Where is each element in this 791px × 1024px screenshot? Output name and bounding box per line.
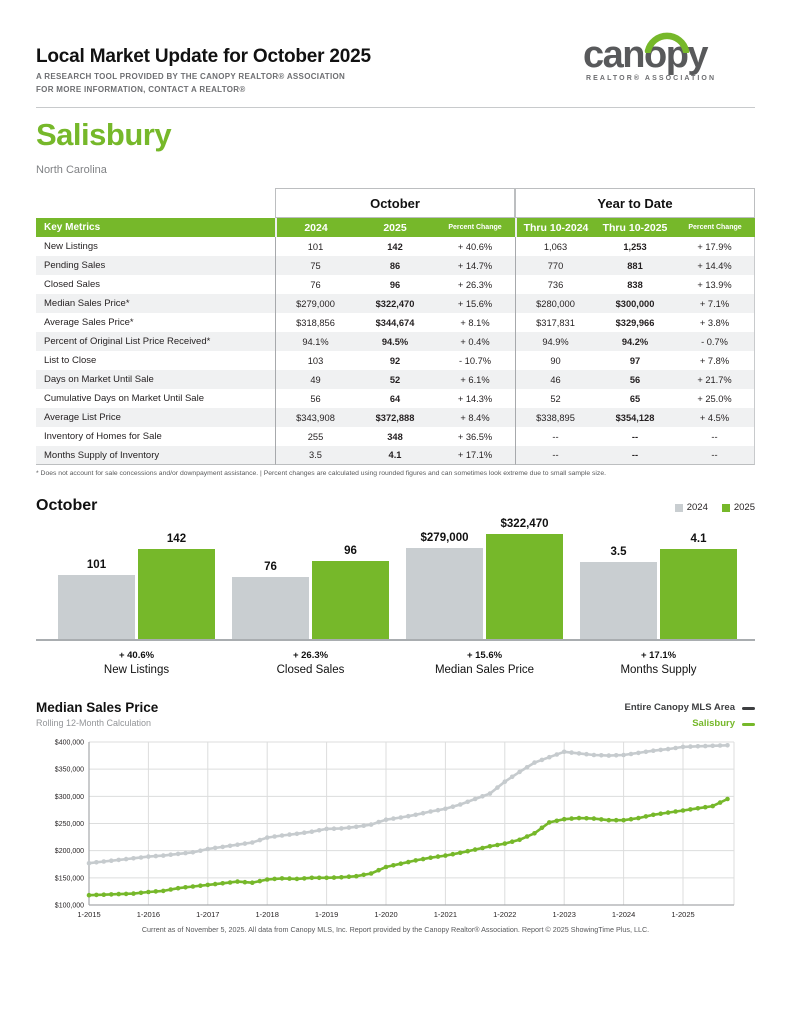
legend-dash-canopy-mls	[742, 707, 755, 710]
svg-text:1-2025: 1-2025	[671, 910, 695, 919]
bar-2025	[486, 534, 563, 639]
bar-group	[580, 533, 737, 639]
bar-group	[406, 518, 563, 639]
metric-value: --	[675, 446, 755, 465]
bar-value-label: $322,470	[500, 518, 549, 530]
metric-value: 3.5	[275, 446, 355, 465]
metric-value: 94.1%	[275, 332, 355, 351]
svg-text:1-2023: 1-2023	[552, 910, 576, 919]
metric-value: 94.9%	[515, 332, 595, 351]
metric-value: 94.5%	[355, 332, 435, 351]
metric-value: 94.2%	[595, 332, 675, 351]
location-name: Salisbury	[36, 117, 172, 152]
metric-name: Pending Sales	[36, 256, 275, 275]
col-header-thru-10-2024: Thru 10-2024	[515, 218, 595, 237]
svg-text:1-2020: 1-2020	[374, 910, 398, 919]
bar-percent-change: + 26.3%	[292, 650, 329, 661]
svg-text:1-2018: 1-2018	[255, 910, 279, 919]
table-row	[36, 313, 755, 332]
metric-name: Inventory of Homes for Sale	[44, 431, 162, 442]
bar-2025	[312, 561, 389, 639]
bar-group-name: Months Supply	[620, 664, 697, 676]
metric-value: 52	[355, 370, 435, 389]
metric-value: + 13.9%	[675, 275, 755, 294]
metric-value: 838	[627, 279, 643, 290]
october-group-header: October	[275, 188, 515, 218]
metric-name: Days on Market Until Sale	[36, 370, 275, 389]
metric-value: $300,000	[595, 294, 675, 313]
bar-chart-plot	[36, 519, 755, 641]
svg-text:1-2016: 1-2016	[136, 910, 161, 919]
bar-group	[232, 545, 389, 639]
metric-value: + 21.7%	[675, 370, 755, 389]
bar-2024	[580, 562, 657, 639]
bar-chart-labels	[36, 650, 755, 676]
table-row	[36, 370, 755, 389]
report-footer: Current as of November 5, 2025. All data from Canopy MLS, Inc. Report provided by the Canopy Realtor® Association. Report © 2025 ShowingTime Plus, LLC.	[141, 925, 650, 934]
line-chart-legend	[624, 700, 755, 732]
metric-value: 103	[275, 351, 355, 370]
canopy-logo	[583, 36, 753, 82]
bar-percent-change: + 15.6%	[466, 650, 503, 661]
metric-value: $338,895	[515, 408, 595, 427]
line-chart-canvas	[36, 734, 755, 924]
metric-name: Months Supply of Inventory	[36, 446, 275, 465]
metric-value: + 25.0%	[675, 389, 755, 408]
metric-name: New Listings	[44, 241, 98, 252]
metric-value: 86	[355, 256, 435, 275]
metric-value: 348	[387, 431, 403, 442]
metric-name: Closed Sales	[44, 279, 100, 290]
table-row	[36, 446, 755, 465]
metric-value: 101	[275, 237, 355, 256]
bar-group	[58, 533, 215, 639]
metric-value: 1,063	[515, 237, 595, 256]
metric-value: --	[675, 427, 755, 446]
metric-value: + 4.5%	[675, 408, 755, 427]
bar-group-caption	[58, 650, 215, 676]
bar-column	[486, 518, 563, 639]
bar-column	[138, 533, 215, 639]
svg-text:1-2019: 1-2019	[314, 910, 339, 919]
bar-chart-title: October	[36, 497, 98, 514]
metric-value: + 3.8%	[675, 313, 755, 332]
bar-group-name: New Listings	[103, 664, 170, 676]
metric-value: 1,253	[623, 241, 647, 252]
metric-value: $354,128	[595, 408, 675, 427]
header-subtitle-line1: A RESEARCH TOOL PROVIDED BY THE CANOPY REALTOR® ASSOCIATION	[36, 72, 346, 81]
median-sales-price-chart-section	[36, 700, 755, 934]
legend-label-2024: 2024	[686, 502, 708, 513]
bar-column	[312, 545, 389, 639]
bar-column	[660, 533, 737, 639]
metric-value: 96	[389, 279, 401, 290]
svg-text:$250,000: $250,000	[54, 821, 84, 828]
key-metrics-label: Key Metrics	[36, 218, 275, 237]
line-chart-subtitle: Rolling 12-Month Calculation	[36, 718, 152, 728]
metric-value: 255	[275, 427, 355, 446]
metric-value: $317,831	[515, 313, 595, 332]
metric-value: 49	[275, 370, 355, 389]
table-row	[36, 256, 755, 275]
page-title: Local Market Update for October 2025	[36, 46, 371, 67]
canopy-logo-wordmark: canopy	[583, 34, 708, 76]
metric-value: + 6.1%	[435, 370, 515, 389]
metric-value: + 7.8%	[675, 351, 755, 370]
metric-name: Median Sales Price*	[36, 294, 275, 313]
metric-value: 736	[515, 275, 595, 294]
col-header-2024: 2024	[275, 218, 355, 237]
metric-value: + 14.4%	[675, 256, 755, 275]
metric-value: 4.1	[355, 446, 435, 465]
bar-2024	[232, 577, 309, 639]
svg-text:1-2015: 1-2015	[77, 910, 101, 919]
bar-2024	[58, 575, 135, 639]
metric-value: --	[515, 446, 595, 465]
svg-text:$300,000: $300,000	[54, 793, 84, 801]
report-header	[36, 34, 755, 108]
line-chart-title: Median Sales Price	[36, 700, 159, 715]
bar-2025	[660, 549, 737, 639]
metric-value: $318,856	[275, 313, 355, 332]
bar-column	[232, 561, 309, 639]
key-metrics-table	[36, 188, 755, 465]
metric-value: + 17.9%	[675, 237, 755, 256]
table-row	[36, 332, 755, 351]
metric-value: $372,888	[355, 408, 435, 427]
bar-percent-change: + 40.6%	[118, 650, 155, 661]
metric-value: $279,000	[275, 294, 355, 313]
header-divider	[36, 107, 755, 108]
svg-text:1-2017: 1-2017	[196, 910, 220, 919]
table-corner-cell	[36, 188, 275, 218]
table-row	[36, 389, 755, 408]
svg-text:1-2022: 1-2022	[493, 910, 517, 919]
bar-group-name: Median Sales Price	[434, 664, 535, 676]
bar-column	[580, 546, 657, 639]
metric-value: + 36.5%	[457, 431, 493, 442]
metric-value: + 7.1%	[675, 294, 755, 313]
metric-value: + 17.1%	[435, 446, 515, 465]
legend-label-2025: 2025	[733, 502, 755, 513]
legend-label-salisbury: Salisbury	[692, 718, 735, 729]
metric-value: 76	[275, 275, 355, 294]
metric-value: $344,674	[375, 317, 415, 328]
table-footnote: * Does not account for sale concessions and/or downpayment assistance. | Percent changes are calculated using rounded figures and can sometimes look extreme due to small sample size.	[36, 470, 606, 477]
metric-value: + 0.4%	[435, 332, 515, 351]
legend-swatch-2025	[722, 504, 730, 512]
table-row	[36, 275, 755, 294]
bar-group-caption	[406, 650, 563, 676]
metric-value: 52	[515, 389, 595, 408]
canopy-logo-tagline: REALTOR® ASSOCIATION	[586, 75, 717, 82]
metric-value: $329,966	[615, 317, 655, 328]
metric-value: 90	[515, 351, 595, 370]
bar-column	[406, 532, 483, 639]
metric-value: 56	[275, 389, 355, 408]
metric-value: + 40.6%	[457, 241, 493, 252]
metric-value: $322,470	[355, 294, 435, 313]
svg-text:$400,000: $400,000	[54, 739, 84, 747]
metric-value: + 26.3%	[457, 279, 493, 290]
bar-group-caption	[580, 650, 737, 676]
metric-value: - 10.7%	[458, 355, 492, 366]
svg-text:$350,000: $350,000	[54, 766, 84, 774]
table-row	[36, 237, 755, 256]
col-header-percent-change-october: Percent Change	[435, 218, 515, 237]
col-header-2025: 2025	[355, 218, 435, 237]
legend-dash-salisbury	[742, 723, 755, 726]
metric-value: $343,908	[275, 408, 355, 427]
bar-2025	[138, 549, 215, 639]
metric-value: + 8.4%	[435, 408, 515, 427]
bar-column	[58, 559, 135, 639]
metric-value: - 0.7%	[675, 332, 755, 351]
bar-group-name: Closed Sales	[276, 664, 345, 676]
metric-name: Average List Price	[36, 408, 275, 427]
svg-text:1-2021: 1-2021	[433, 910, 458, 919]
bar-value-label: 142	[166, 533, 187, 545]
metric-value: + 14.7%	[435, 256, 515, 275]
metrics-table-body	[36, 237, 755, 465]
col-header-percent-change-ytd: Percent Change	[675, 218, 755, 237]
legend-swatch-2024	[675, 504, 683, 512]
bar-value-label: 4.1	[690, 533, 707, 545]
metric-value: 142	[387, 241, 403, 252]
metric-value: $280,000	[515, 294, 595, 313]
metric-value: 64	[389, 393, 401, 404]
table-group-header-row	[36, 188, 755, 218]
metric-value: --	[631, 431, 639, 442]
metric-value: 65	[629, 393, 641, 404]
bar-value-label: $279,000	[420, 532, 469, 544]
metric-value: + 14.3%	[457, 393, 493, 404]
metric-name: Average Sales Price*	[44, 317, 134, 328]
metric-value: --	[595, 446, 675, 465]
october-bar-chart-section	[36, 497, 755, 676]
col-header-thru-10-2025: Thru 10-2025	[595, 218, 675, 237]
location-state: North Carolina	[36, 164, 107, 176]
metric-name: List to Close	[44, 355, 97, 366]
svg-text:$100,000: $100,000	[54, 902, 84, 910]
metric-value: 770	[515, 256, 595, 275]
bar-2024	[406, 548, 483, 639]
bar-value-label: 3.5	[610, 546, 627, 558]
table-row	[36, 294, 755, 313]
bar-chart-legend	[675, 502, 755, 515]
canopy-arc-icon	[643, 27, 691, 53]
metric-value: 75	[275, 256, 355, 275]
metric-name: Percent of Original List Price Received*	[36, 332, 275, 351]
metric-value: 46	[515, 370, 595, 389]
bar-value-label: 76	[264, 561, 277, 573]
metric-value: 92	[389, 355, 401, 366]
table-column-header-row	[36, 218, 755, 237]
header-subtitle-line2: FOR MORE INFORMATION, CONTACT A REALTOR®	[36, 85, 246, 94]
bar-group-caption	[232, 650, 389, 676]
metric-value: + 8.1%	[460, 317, 490, 328]
metric-value: 56	[595, 370, 675, 389]
metric-name: Cumulative Days on Market Until Sale	[44, 393, 204, 404]
bar-percent-change: + 17.1%	[640, 650, 677, 661]
svg-text:$150,000: $150,000	[54, 875, 84, 883]
bar-value-label: 101	[86, 559, 107, 571]
bar-value-label: 96	[344, 545, 357, 557]
metric-value: 881	[595, 256, 675, 275]
table-row	[36, 408, 755, 427]
table-row	[36, 427, 755, 446]
svg-text:1-2024: 1-2024	[611, 910, 636, 919]
metric-value: --	[515, 427, 595, 446]
metric-value: 97	[629, 355, 641, 366]
metric-value: + 15.6%	[435, 294, 515, 313]
svg-text:$200,000: $200,000	[54, 848, 84, 856]
year-to-date-group-header: Year to Date	[515, 188, 755, 218]
legend-label-canopy-mls: Entire Canopy MLS Area	[624, 702, 735, 713]
table-row	[36, 351, 755, 370]
